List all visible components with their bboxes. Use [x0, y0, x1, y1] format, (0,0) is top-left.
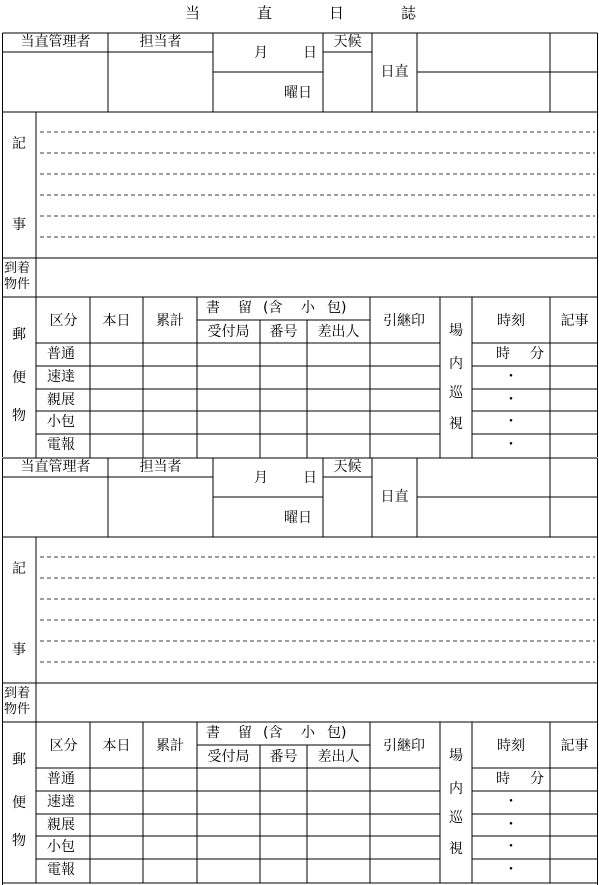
total-header: 累計	[156, 313, 184, 329]
kubun-header: 区分	[49, 738, 78, 754]
patrol-side-char: 場	[449, 748, 463, 764]
minute-label: 分	[530, 771, 544, 787]
mail-side-char: 便	[12, 370, 26, 386]
weather-label: 天候	[333, 459, 362, 475]
time-dot: ・	[504, 392, 518, 408]
patrol-side-char: 視	[449, 841, 463, 857]
registered-char: 留	[238, 725, 252, 741]
mail-side-char: 物	[12, 408, 26, 424]
time-dot: ・	[504, 817, 518, 833]
sender-subheader: 差出人	[317, 324, 360, 340]
mail-row-label: 普通	[47, 346, 75, 362]
mail-side-char: 物	[12, 833, 26, 849]
mail-row-label: 速達	[47, 369, 75, 385]
month-label: 月	[254, 45, 268, 61]
day-label: 日	[303, 45, 317, 61]
time-header: 時刻	[497, 313, 525, 329]
time-dot: ・	[504, 862, 518, 878]
patrol-side-char: 内	[449, 781, 463, 797]
title-char: 誌	[401, 4, 417, 22]
time-header: 時刻	[497, 738, 525, 754]
handover-header: 引継印	[383, 738, 425, 754]
time-dot: ・	[504, 437, 518, 453]
registered-char: 書	[206, 300, 220, 316]
notes-ki: 記	[12, 136, 26, 152]
mail-row-label: 親展	[47, 817, 75, 833]
notes-ji: 事	[12, 642, 26, 658]
time-dot: ・	[504, 369, 518, 385]
title-char: 当	[185, 4, 201, 22]
mail-row-label: 親展	[47, 392, 75, 408]
hour-label: 時	[496, 346, 510, 362]
month-label: 月	[254, 470, 268, 486]
minute-label: 分	[530, 346, 544, 362]
mail-row-label: 電報	[47, 437, 75, 453]
kubun-header: 区分	[49, 313, 78, 329]
registered-char: 小	[301, 300, 315, 316]
patrol-side-char: 巡	[449, 810, 463, 826]
mail-side-char: 便	[12, 795, 26, 811]
patrol-side-char: 視	[449, 416, 463, 432]
number-subheader: 番号	[269, 324, 298, 340]
manager-label: 当直管理者	[20, 34, 91, 50]
registered-char: (含	[263, 725, 283, 741]
registered-char: 包)	[327, 725, 347, 741]
registered-char: (含	[263, 300, 283, 316]
notes-ji: 事	[12, 217, 26, 233]
office-subheader: 受付局	[207, 324, 250, 340]
patrol-side-char: 巡	[449, 385, 463, 401]
day-label: 日	[303, 470, 317, 486]
arrivals-line1: 到着	[4, 686, 31, 701]
nichoku-label: 日直	[380, 489, 409, 505]
person-label: 担当者	[139, 459, 182, 475]
title-char: 直	[257, 4, 273, 22]
registered-char: 包)	[327, 300, 347, 316]
mail-row-label: 速達	[47, 794, 75, 810]
office-subheader: 受付局	[207, 749, 250, 765]
notes-ki: 記	[12, 561, 26, 577]
registered-char: 書	[206, 725, 220, 741]
person-label: 担当者	[139, 34, 182, 50]
time-dot: ・	[504, 839, 518, 855]
time-dot: ・	[504, 414, 518, 430]
arrivals-line2: 物件	[4, 702, 31, 717]
manager-label: 当直管理者	[20, 459, 91, 475]
hour-label: 時	[496, 771, 510, 787]
total-header: 累計	[156, 738, 184, 754]
patrol-side-char: 場	[449, 323, 463, 339]
patrol-notes-header: 記事	[560, 738, 589, 754]
mail-row-label: 普通	[47, 771, 75, 787]
mail-row-label: 電報	[47, 862, 75, 878]
handover-header: 引継印	[383, 313, 425, 329]
weekday-label: 曜日	[284, 510, 312, 526]
weather-label: 天候	[333, 34, 362, 50]
arrivals-line2: 物件	[4, 277, 31, 292]
today-header: 本日	[102, 313, 131, 329]
patrol-notes-header: 記事	[560, 313, 589, 329]
today-header: 本日	[102, 738, 131, 754]
arrivals-line1: 到着	[4, 261, 31, 276]
mail-row-label: 小包	[47, 414, 75, 430]
weekday-label: 曜日	[284, 85, 312, 101]
registered-char: 小	[301, 725, 315, 741]
title-char: 日	[329, 4, 345, 22]
mail-side-char: 郵	[12, 752, 26, 768]
number-subheader: 番号	[269, 749, 298, 765]
mail-side-char: 郵	[12, 327, 26, 343]
patrol-side-char: 内	[449, 356, 463, 372]
registered-char: 留	[238, 300, 252, 316]
sender-subheader: 差出人	[317, 749, 360, 765]
time-dot: ・	[504, 794, 518, 810]
mail-row-label: 小包	[47, 839, 75, 855]
nichoku-label: 日直	[380, 64, 409, 80]
